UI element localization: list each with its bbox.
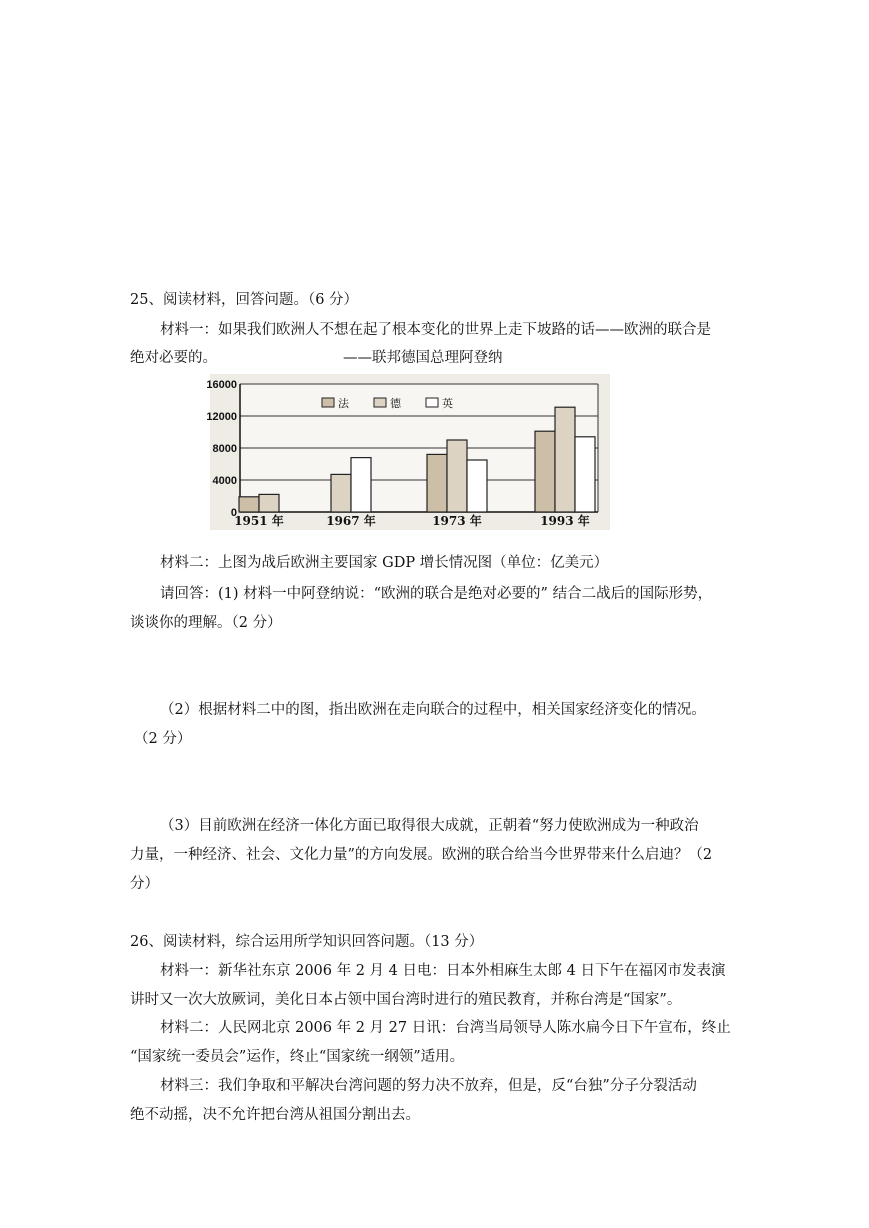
gdp-chart	[206, 374, 610, 530]
q25-ask1-line2: 谈谈你的理解。（2 分）	[130, 615, 282, 631]
q26-heading: 26、阅读材料，综合运用所学知识回答问题。（13 分）	[130, 934, 484, 950]
bar	[427, 454, 447, 512]
q25-material1-line2: 绝对必要的。	[130, 350, 217, 366]
legend-swatch	[426, 398, 438, 407]
q25-material2: 材料二：上图为战后欧洲主要国家 GDP 增长情况图（单位：亿美元）	[160, 555, 609, 571]
y-tick-label: 8000	[212, 443, 237, 455]
x-tick-label: 1951 年	[234, 514, 284, 528]
bar	[239, 497, 259, 512]
legend-swatch	[374, 398, 386, 407]
bar	[535, 431, 555, 512]
y-tick-label: 0	[230, 507, 237, 519]
bar	[447, 440, 467, 512]
q25-ask3-line3: 分）	[130, 876, 159, 892]
legend-swatch	[322, 398, 334, 407]
bar	[555, 407, 575, 512]
q25-ask3-line1: （3）目前欧洲在经济一体化方面已取得很大成就，正朝着“努力使欧洲成为一种政治	[160, 818, 699, 834]
y-tick-label: 16000	[206, 379, 237, 391]
q25-material1-source: ——联邦德国总理阿登纳	[343, 350, 503, 366]
legend-label: 法	[338, 397, 349, 410]
x-tick-label: 1967 年	[326, 514, 376, 528]
bar	[467, 460, 487, 512]
bar	[259, 494, 279, 512]
q26-material3-line1: 材料三：我们争取和平解决台湾问题的努力决不放弃，但是，反“台独”分子分裂活动	[160, 1078, 697, 1094]
y-tick-label: 12000	[206, 411, 237, 423]
bar	[351, 458, 371, 512]
q26-material2-line1: 材料二：人民网北京 2006 年 2 月 27 日讯：台湾当局领导人陈水扁今日下午宣布，终止	[160, 1020, 731, 1036]
q25-material1-line1: 材料一：如果我们欧洲人不想在起了根本变化的世界上走下坡路的话——欧洲的联合是	[160, 322, 711, 338]
q25-heading: 25、阅读材料，回答问题。（6 分）	[130, 292, 359, 308]
bar	[331, 474, 351, 512]
q25-ask1-line1: 请回答：(1) 材料一中阿登纳说：“欧洲的联合是绝对必要的” 结合二战后的国际形势，	[160, 586, 713, 602]
q26-material1-line1: 材料一：新华社东京 2006 年 2 月 4 日电：日本外相麻生太郎 4 日下午在福冈市发表演	[160, 963, 726, 979]
q26-material1-line2: 讲时又一次大放厥词，美化日本占领中国台湾时进行的殖民教育，并称台湾是“国家”。	[130, 992, 682, 1008]
gdp-chart-svg	[206, 374, 610, 530]
q25-ask2-line2: （2 分）	[134, 731, 192, 747]
y-tick-label: 4000	[212, 475, 237, 487]
q26-material3-line2: 绝不动摇，决不允许把台湾从祖国分割出去。	[130, 1107, 420, 1123]
q25-ask3-line2: 力量，一种经济、社会、文化力量”的方向发展。欧洲的联合给当今世界带来什么启迪？（2	[130, 847, 713, 863]
legend-label: 英	[442, 397, 453, 410]
x-tick-label: 1973 年	[432, 514, 482, 528]
q25-ask2-line1: （2）根据材料二中的图，指出欧洲在走向联合的过程中，相关国家经济变化的情况。	[160, 702, 706, 718]
bar	[575, 437, 595, 512]
x-tick-label: 1993 年	[540, 514, 590, 528]
legend-label: 德	[390, 397, 401, 410]
q26-material2-line2: “国家统一委员会”运作，终止“国家统一纲领”适用。	[130, 1049, 465, 1065]
